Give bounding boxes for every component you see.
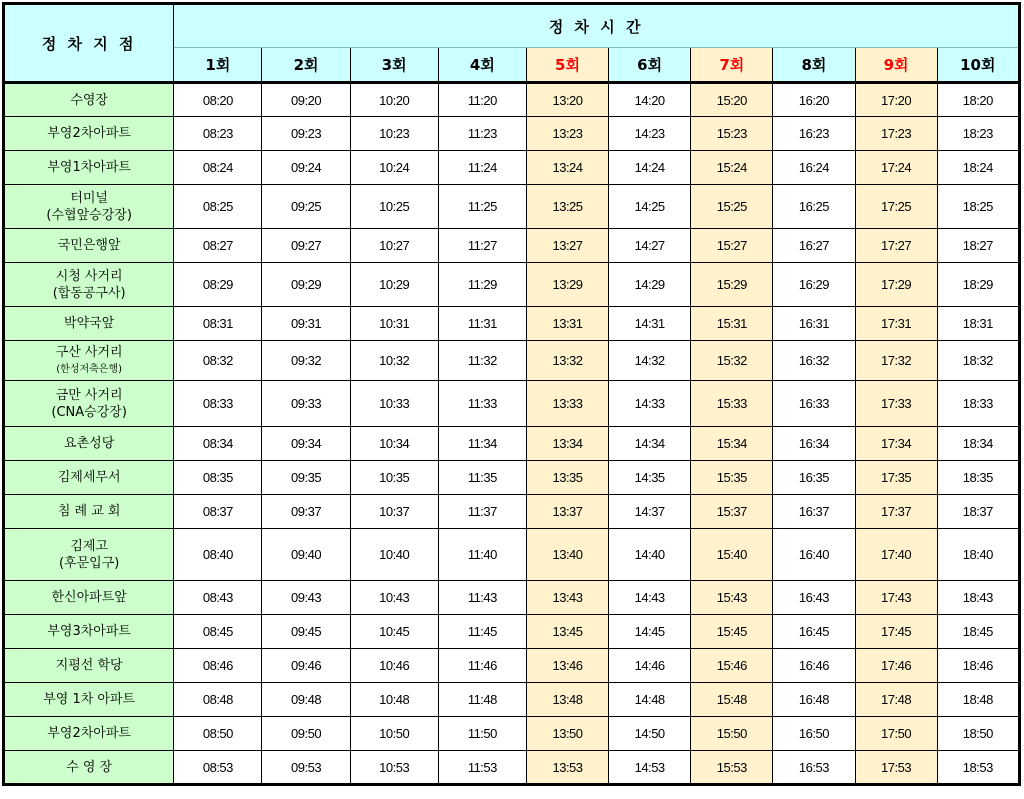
- time-cell: 08:24: [174, 151, 262, 185]
- time-cell: 13:48: [526, 683, 608, 717]
- stop-name: 부영1차아파트: [47, 160, 131, 175]
- time-cell: 18:43: [937, 581, 1019, 615]
- time-cell: 17:43: [855, 581, 937, 615]
- time-cell: 09:35: [262, 461, 350, 495]
- time-cell: 16:40: [773, 529, 855, 581]
- time-cell: 13:40: [526, 529, 608, 581]
- run-header-5: 5회: [526, 48, 608, 83]
- time-cell: 11:50: [438, 717, 526, 751]
- time-cell: 09:34: [262, 427, 350, 461]
- time-cell: 10:33: [350, 381, 438, 427]
- time-cell: 09:23: [262, 117, 350, 151]
- time-cell: 16:23: [773, 117, 855, 151]
- table-row: [4, 83, 1020, 117]
- table-row: [4, 649, 1020, 683]
- stop-name-cell: [4, 461, 174, 495]
- time-cell: 11:23: [438, 117, 526, 151]
- time-cell: 08:45: [174, 615, 262, 649]
- time-cell: 17:37: [855, 495, 937, 529]
- time-cell: 10:40: [350, 529, 438, 581]
- time-cell: 18:24: [937, 151, 1019, 185]
- time-cell: 14:48: [609, 683, 691, 717]
- time-cell: 14:46: [609, 649, 691, 683]
- time-cell: 15:43: [691, 581, 773, 615]
- time-cell: 13:37: [526, 495, 608, 529]
- table-row: [4, 151, 1020, 185]
- time-cell: 10:29: [350, 263, 438, 307]
- time-cell: 18:50: [937, 717, 1019, 751]
- time-cell: 13:25: [526, 185, 608, 229]
- time-cell: 11:48: [438, 683, 526, 717]
- table-row: [4, 229, 1020, 263]
- time-cell: 09:31: [262, 307, 350, 341]
- table-row: [4, 185, 1020, 229]
- time-cell: 16:35: [773, 461, 855, 495]
- table-row: [4, 615, 1020, 649]
- time-cell: 18:27: [937, 229, 1019, 263]
- time-cell: 16:43: [773, 581, 855, 615]
- time-cell: 11:27: [438, 229, 526, 263]
- time-cell: 17:53: [855, 751, 937, 785]
- time-cell: 17:25: [855, 185, 937, 229]
- time-cell: 08:53: [174, 751, 262, 785]
- time-cell: 14:35: [609, 461, 691, 495]
- time-cell: 16:53: [773, 751, 855, 785]
- time-cell: 15:34: [691, 427, 773, 461]
- time-cell: 09:29: [262, 263, 350, 307]
- time-cell: 14:43: [609, 581, 691, 615]
- stop-name: 수영장: [70, 92, 108, 108]
- time-cell: 16:48: [773, 683, 855, 717]
- time-cell: 13:29: [526, 263, 608, 307]
- time-cell: 14:20: [609, 83, 691, 117]
- time-cell: 18:35: [937, 461, 1019, 495]
- time-cell: 09:37: [262, 495, 350, 529]
- time-cell: 11:34: [438, 427, 526, 461]
- time-cell: 15:53: [691, 751, 773, 785]
- stop-subname: (CNA승강장): [51, 404, 127, 420]
- run-header-10: 10회: [937, 48, 1019, 83]
- time-column-header: 정 차 시 간: [174, 4, 1020, 48]
- time-cell: 18:37: [937, 495, 1019, 529]
- time-cell: 18:29: [937, 263, 1019, 307]
- time-cell: 16:24: [773, 151, 855, 185]
- stop-name-cell: [4, 581, 174, 615]
- time-cell: 14:40: [609, 529, 691, 581]
- table-row: [4, 381, 1020, 427]
- time-cell: 14:24: [609, 151, 691, 185]
- time-cell: 08:29: [174, 263, 262, 307]
- time-cell: 16:34: [773, 427, 855, 461]
- time-cell: 09:45: [262, 615, 350, 649]
- time-cell: 18:46: [937, 649, 1019, 683]
- time-cell: 17:34: [855, 427, 937, 461]
- stop-name: 국민은행앞: [57, 238, 121, 253]
- time-cell: 17:23: [855, 117, 937, 151]
- time-cell: 10:27: [350, 229, 438, 263]
- time-cell: 17:27: [855, 229, 937, 263]
- stop-name: 박약국앞: [64, 316, 115, 331]
- time-cell: 09:32: [262, 341, 350, 381]
- time-cell: 14:37: [609, 495, 691, 529]
- stop-name: 한신아파트앞: [51, 590, 127, 605]
- stop-name-cell: [4, 649, 174, 683]
- time-cell: 10:31: [350, 307, 438, 341]
- time-cell: 18:32: [937, 341, 1019, 381]
- time-cell: 09:46: [262, 649, 350, 683]
- table-row: [4, 717, 1020, 751]
- time-cell: 08:40: [174, 529, 262, 581]
- time-cell: 18:40: [937, 529, 1019, 581]
- time-cell: 17:32: [855, 341, 937, 381]
- time-cell: 15:27: [691, 229, 773, 263]
- stop-name: 부영3차아파트: [47, 624, 131, 639]
- time-cell: 14:32: [609, 341, 691, 381]
- stop-name-cell: [4, 495, 174, 529]
- time-cell: 16:25: [773, 185, 855, 229]
- stop-name-cell: [4, 529, 174, 581]
- time-cell: 09:40: [262, 529, 350, 581]
- stop-name-cell: [4, 683, 174, 717]
- stop-name: 침 례 교 회: [57, 504, 121, 519]
- time-cell: 17:31: [855, 307, 937, 341]
- run-header-8: 8회: [773, 48, 855, 83]
- time-cell: 13:23: [526, 117, 608, 151]
- time-cell: 10:20: [350, 83, 438, 117]
- time-cell: 14:29: [609, 263, 691, 307]
- time-cell: 14:33: [609, 381, 691, 427]
- time-cell: 08:20: [174, 83, 262, 117]
- time-cell: 18:23: [937, 117, 1019, 151]
- time-cell: 09:50: [262, 717, 350, 751]
- table-row: [4, 581, 1020, 615]
- time-cell: 11:35: [438, 461, 526, 495]
- time-cell: 15:32: [691, 341, 773, 381]
- time-cell: 10:34: [350, 427, 438, 461]
- time-cell: 15:29: [691, 263, 773, 307]
- time-cell: 15:23: [691, 117, 773, 151]
- time-cell: 17:46: [855, 649, 937, 683]
- time-cell: 10:43: [350, 581, 438, 615]
- table-row: [4, 427, 1020, 461]
- time-cell: 15:50: [691, 717, 773, 751]
- time-cell: 13:20: [526, 83, 608, 117]
- time-cell: 14:23: [609, 117, 691, 151]
- time-cell: 13:32: [526, 341, 608, 381]
- time-cell: 10:45: [350, 615, 438, 649]
- time-cell: 17:35: [855, 461, 937, 495]
- time-cell: 14:50: [609, 717, 691, 751]
- stop-name-cell: [4, 229, 174, 263]
- time-cell: 11:40: [438, 529, 526, 581]
- time-cell: 15:31: [691, 307, 773, 341]
- time-cell: 08:43: [174, 581, 262, 615]
- time-cell: 17:40: [855, 529, 937, 581]
- time-cell: 08:31: [174, 307, 262, 341]
- time-cell: 13:50: [526, 717, 608, 751]
- run-header-7: 7회: [691, 48, 773, 83]
- table-row: [4, 751, 1020, 785]
- time-cell: 10:53: [350, 751, 438, 785]
- time-cell: 10:32: [350, 341, 438, 381]
- time-cell: 15:46: [691, 649, 773, 683]
- time-cell: 11:37: [438, 495, 526, 529]
- time-cell: 15:20: [691, 83, 773, 117]
- stop-name: 부영2차아파트: [47, 126, 131, 141]
- time-cell: 13:53: [526, 751, 608, 785]
- time-cell: 08:48: [174, 683, 262, 717]
- time-cell: 15:37: [691, 495, 773, 529]
- run-header-2: 2회: [262, 48, 350, 83]
- time-cell: 18:31: [937, 307, 1019, 341]
- time-cell: 08:34: [174, 427, 262, 461]
- time-cell: 18:33: [937, 381, 1019, 427]
- time-cell: 11:43: [438, 581, 526, 615]
- table-row: [4, 495, 1020, 529]
- stop-name: 수 영 장: [66, 759, 113, 775]
- time-cell: 13:27: [526, 229, 608, 263]
- time-cell: 15:48: [691, 683, 773, 717]
- time-cell: 08:46: [174, 649, 262, 683]
- time-cell: 17:45: [855, 615, 937, 649]
- time-cell: 16:33: [773, 381, 855, 427]
- time-cell: 11:24: [438, 151, 526, 185]
- time-cell: 16:45: [773, 615, 855, 649]
- time-cell: 17:50: [855, 717, 937, 751]
- time-cell: 15:33: [691, 381, 773, 427]
- stop-name-cell: [4, 427, 174, 461]
- time-cell: 16:27: [773, 229, 855, 263]
- stop-column-header: 정 차 지 점: [4, 4, 174, 83]
- stop-name-cell: [4, 615, 174, 649]
- time-cell: 10:25: [350, 185, 438, 229]
- time-cell: 13:35: [526, 461, 608, 495]
- run-header-3: 3회: [350, 48, 438, 83]
- time-cell: 08:27: [174, 229, 262, 263]
- stop-name: 구산 사거리: [55, 344, 123, 360]
- time-cell: 10:50: [350, 717, 438, 751]
- run-header-1: 1회: [174, 48, 262, 83]
- time-cell: 10:48: [350, 683, 438, 717]
- time-cell: 14:53: [609, 751, 691, 785]
- time-cell: 11:45: [438, 615, 526, 649]
- time-cell: 14:25: [609, 185, 691, 229]
- time-cell: 16:20: [773, 83, 855, 117]
- time-cell: 17:48: [855, 683, 937, 717]
- time-cell: 11:33: [438, 381, 526, 427]
- time-cell: 18:48: [937, 683, 1019, 717]
- time-cell: 18:45: [937, 615, 1019, 649]
- time-cell: 09:43: [262, 581, 350, 615]
- time-cell: 15:25: [691, 185, 773, 229]
- stop-subname: (합동공구사): [52, 285, 126, 301]
- time-cell: 15:24: [691, 151, 773, 185]
- stop-name: 김제세무서: [57, 470, 121, 485]
- time-cell: 14:31: [609, 307, 691, 341]
- stop-name-cell: [4, 717, 174, 751]
- stop-name: 부영2차아파트: [47, 726, 131, 741]
- time-cell: 11:46: [438, 649, 526, 683]
- stop-name-cell: [4, 751, 174, 785]
- table-row: [4, 117, 1020, 151]
- time-cell: 10:23: [350, 117, 438, 151]
- time-cell: 11:25: [438, 185, 526, 229]
- time-cell: 15:35: [691, 461, 773, 495]
- stop-subname: (수협앞승강장): [46, 207, 132, 223]
- time-cell: 15:45: [691, 615, 773, 649]
- stop-name-cell: [4, 151, 174, 185]
- table-row: [4, 263, 1020, 307]
- stop-subname: (한성저축은행): [56, 363, 123, 375]
- time-cell: 14:45: [609, 615, 691, 649]
- time-cell: 10:35: [350, 461, 438, 495]
- time-cell: 09:20: [262, 83, 350, 117]
- stop-name-cell: [4, 381, 174, 427]
- time-cell: 15:40: [691, 529, 773, 581]
- time-cell: 08:23: [174, 117, 262, 151]
- time-cell: 11:32: [438, 341, 526, 381]
- time-cell: 09:33: [262, 381, 350, 427]
- stop-name-cell: [4, 307, 174, 341]
- time-cell: 18:20: [937, 83, 1019, 117]
- stop-name-cell: [4, 117, 174, 151]
- time-cell: 17:29: [855, 263, 937, 307]
- time-cell: 16:46: [773, 649, 855, 683]
- stop-name-cell: [4, 185, 174, 229]
- time-cell: 14:27: [609, 229, 691, 263]
- time-cell: 13:46: [526, 649, 608, 683]
- time-cell: 10:46: [350, 649, 438, 683]
- time-cell: 09:27: [262, 229, 350, 263]
- time-cell: 18:25: [937, 185, 1019, 229]
- stop-name: 김제고: [70, 538, 108, 554]
- time-cell: 16:31: [773, 307, 855, 341]
- table-row: [4, 307, 1020, 341]
- time-cell: 11:20: [438, 83, 526, 117]
- time-cell: 08:33: [174, 381, 262, 427]
- run-header-9: 9회: [855, 48, 937, 83]
- time-cell: 16:37: [773, 495, 855, 529]
- table-row: [4, 461, 1020, 495]
- stop-name-cell: [4, 341, 174, 381]
- time-cell: 11:29: [438, 263, 526, 307]
- time-cell: 13:43: [526, 581, 608, 615]
- stop-name: 요촌성당: [64, 436, 115, 451]
- time-cell: 09:25: [262, 185, 350, 229]
- stop-name: 금만 사거리: [55, 387, 123, 403]
- stop-name: 부영 1차 아파트: [43, 692, 136, 707]
- time-cell: 10:24: [350, 151, 438, 185]
- stop-name-cell: [4, 83, 174, 117]
- time-cell: 13:45: [526, 615, 608, 649]
- time-cell: 08:32: [174, 341, 262, 381]
- table-row: [4, 341, 1020, 381]
- time-cell: 08:25: [174, 185, 262, 229]
- time-cell: 16:50: [773, 717, 855, 751]
- time-cell: 17:33: [855, 381, 937, 427]
- time-cell: 13:33: [526, 381, 608, 427]
- time-cell: 09:48: [262, 683, 350, 717]
- time-cell: 14:34: [609, 427, 691, 461]
- bus-timetable: [2, 2, 1021, 786]
- time-cell: 18:53: [937, 751, 1019, 785]
- run-header-4: 4회: [438, 48, 526, 83]
- table-row: [4, 683, 1020, 717]
- time-cell: 17:20: [855, 83, 937, 117]
- time-cell: 17:24: [855, 151, 937, 185]
- time-cell: 16:29: [773, 263, 855, 307]
- table-row: [4, 529, 1020, 581]
- time-cell: 13:34: [526, 427, 608, 461]
- time-cell: 09:53: [262, 751, 350, 785]
- time-cell: 13:31: [526, 307, 608, 341]
- stop-name: 지평선 학당: [55, 658, 123, 673]
- time-cell: 16:32: [773, 341, 855, 381]
- stop-name: 시청 사거리: [55, 268, 123, 284]
- time-cell: 09:24: [262, 151, 350, 185]
- stop-name-cell: [4, 263, 174, 307]
- time-cell: 13:24: [526, 151, 608, 185]
- run-header-6: 6회: [609, 48, 691, 83]
- time-cell: 08:50: [174, 717, 262, 751]
- time-cell: 08:35: [174, 461, 262, 495]
- stop-subname: (후문입구): [58, 555, 120, 571]
- time-cell: 18:34: [937, 427, 1019, 461]
- time-cell: 11:31: [438, 307, 526, 341]
- stop-name: 터미널: [70, 190, 108, 206]
- time-cell: 10:37: [350, 495, 438, 529]
- time-cell: 08:37: [174, 495, 262, 529]
- time-cell: 11:53: [438, 751, 526, 785]
